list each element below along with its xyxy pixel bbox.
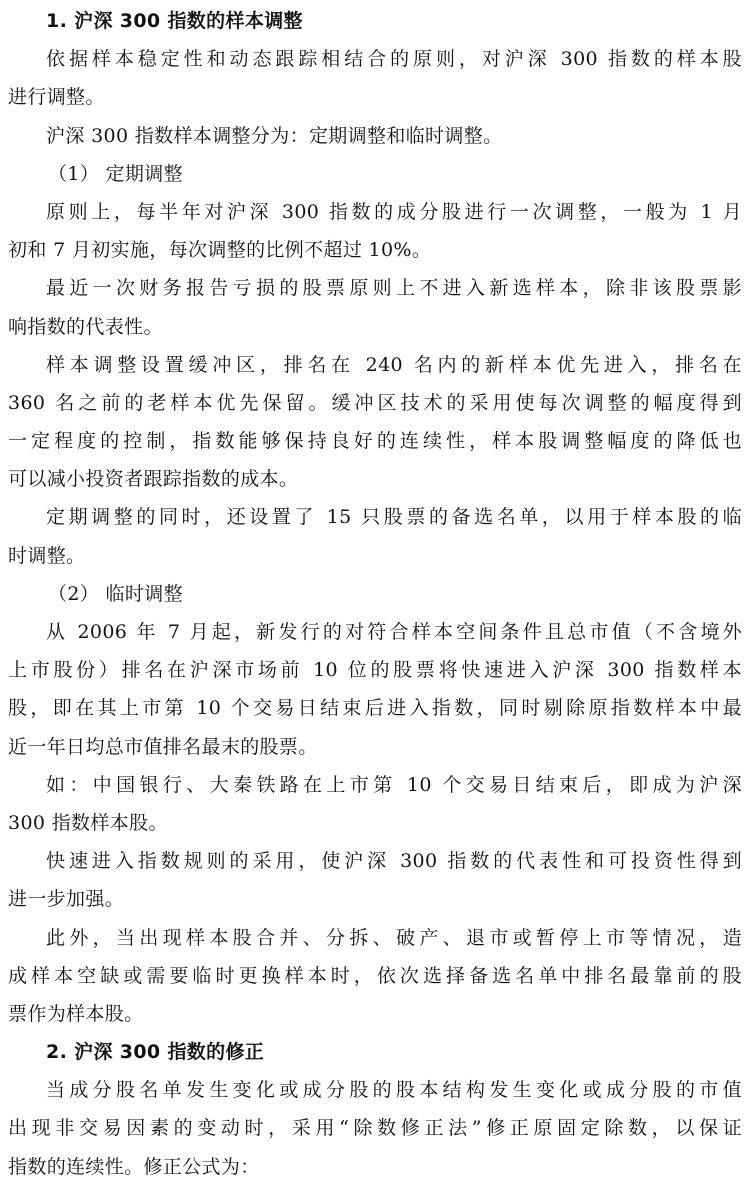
paragraph-line: 时调整。 xyxy=(8,544,86,567)
paragraph-line: 最近一次财务报告亏损的股票原则上不进入新选样本，除非该股票影 xyxy=(46,277,742,300)
paragraph-line: 此外，当出现样本股合并、分拆、破产、退市或暂停上市等情况，造 xyxy=(46,926,742,949)
paragraph-line: 上市股份）排名在沪深市场前 10 位的股票将快速进入沪深 300 指数样本 xyxy=(8,659,742,682)
paragraph-line: 进一步加强。 xyxy=(8,888,125,911)
paragraph-line: 样本调整设置缓冲区，排名在 240 名内的新样本优先进入，排名在 xyxy=(46,353,742,376)
paragraph-line: 成样本空缺或需要临时更换样本时，依次选择备选名单中排名最靠前的股 xyxy=(8,964,742,987)
paragraph-line: 300 指数样本股。 xyxy=(8,811,168,834)
paragraph-line: 快速进入指数规则的采用，使沪深 300 指数的代表性和可投资性得到 xyxy=(46,850,742,873)
paragraph-line: 从 2006 年 7 月起，新发行的对符合样本空间条件且总市值（不含境外 xyxy=(46,621,742,643)
paragraph-line: 沪深 300 指数样本调整分为：定期调整和临时调整。 xyxy=(46,124,503,147)
paragraph-line: 依据样本稳定性和动态跟踪相结合的原则，对沪深 300 指数的样本股 xyxy=(46,48,742,71)
section-heading-1: 1. 沪深 300 指数的样本调整 xyxy=(46,10,303,32)
paragraph-line: 响指数的代表性。 xyxy=(8,315,163,338)
subsection-heading-1: （1） 定期调整 xyxy=(48,162,183,185)
subsection-heading-2: （2） 临时调整 xyxy=(48,582,183,605)
paragraph-line: 如：中国银行、大秦铁路在上市第 10 个交易日结束后，即成为沪深 xyxy=(46,773,742,796)
paragraph-line: 原则上，每半年对沪深 300 指数的成分股进行一次调整，一般为 1 月 xyxy=(46,200,742,223)
paragraph-line: 可以减小投资者跟踪指数的成本。 xyxy=(8,468,299,491)
paragraph-line: 360 名之前的老样本优先保留。缓冲区技术的采用使每次调整的幅度得到 xyxy=(8,391,742,414)
paragraph-line: 股，即在其上市第 10 个交易日结束后进入指数，同时剔除原指数样本中最 xyxy=(8,697,742,720)
paragraph-line: 初和 7 月初实施，每次调整的比例不超过 10%。 xyxy=(8,239,432,262)
paragraph-line: 出现非交易因素的变动时，采用“除数修正法”修正原固定除数，以保证 xyxy=(8,1117,742,1140)
paragraph-line: 当成分股名单发生变化或成分股的股本结构发生变化或成分股的市值 xyxy=(46,1079,742,1102)
paragraph-line: 一定程度的控制，指数能够保持良好的连续性，样本股调整幅度的降低也 xyxy=(8,430,742,453)
paragraph-line: 指数的连续性。修正公式为： xyxy=(8,1155,260,1178)
paragraph-line: 进行调整。 xyxy=(8,86,105,109)
section-heading-2: 2. 沪深 300 指数的修正 xyxy=(46,1041,265,1064)
paragraph-line: 票作为样本股。 xyxy=(8,1002,144,1025)
paragraph-line: 近一年日均总市值排名最末的股票。 xyxy=(8,735,318,758)
paragraph-line: 定期调整的同时，还设置了 15 只股票的备选名单，以用于样本股的临 xyxy=(46,506,742,529)
